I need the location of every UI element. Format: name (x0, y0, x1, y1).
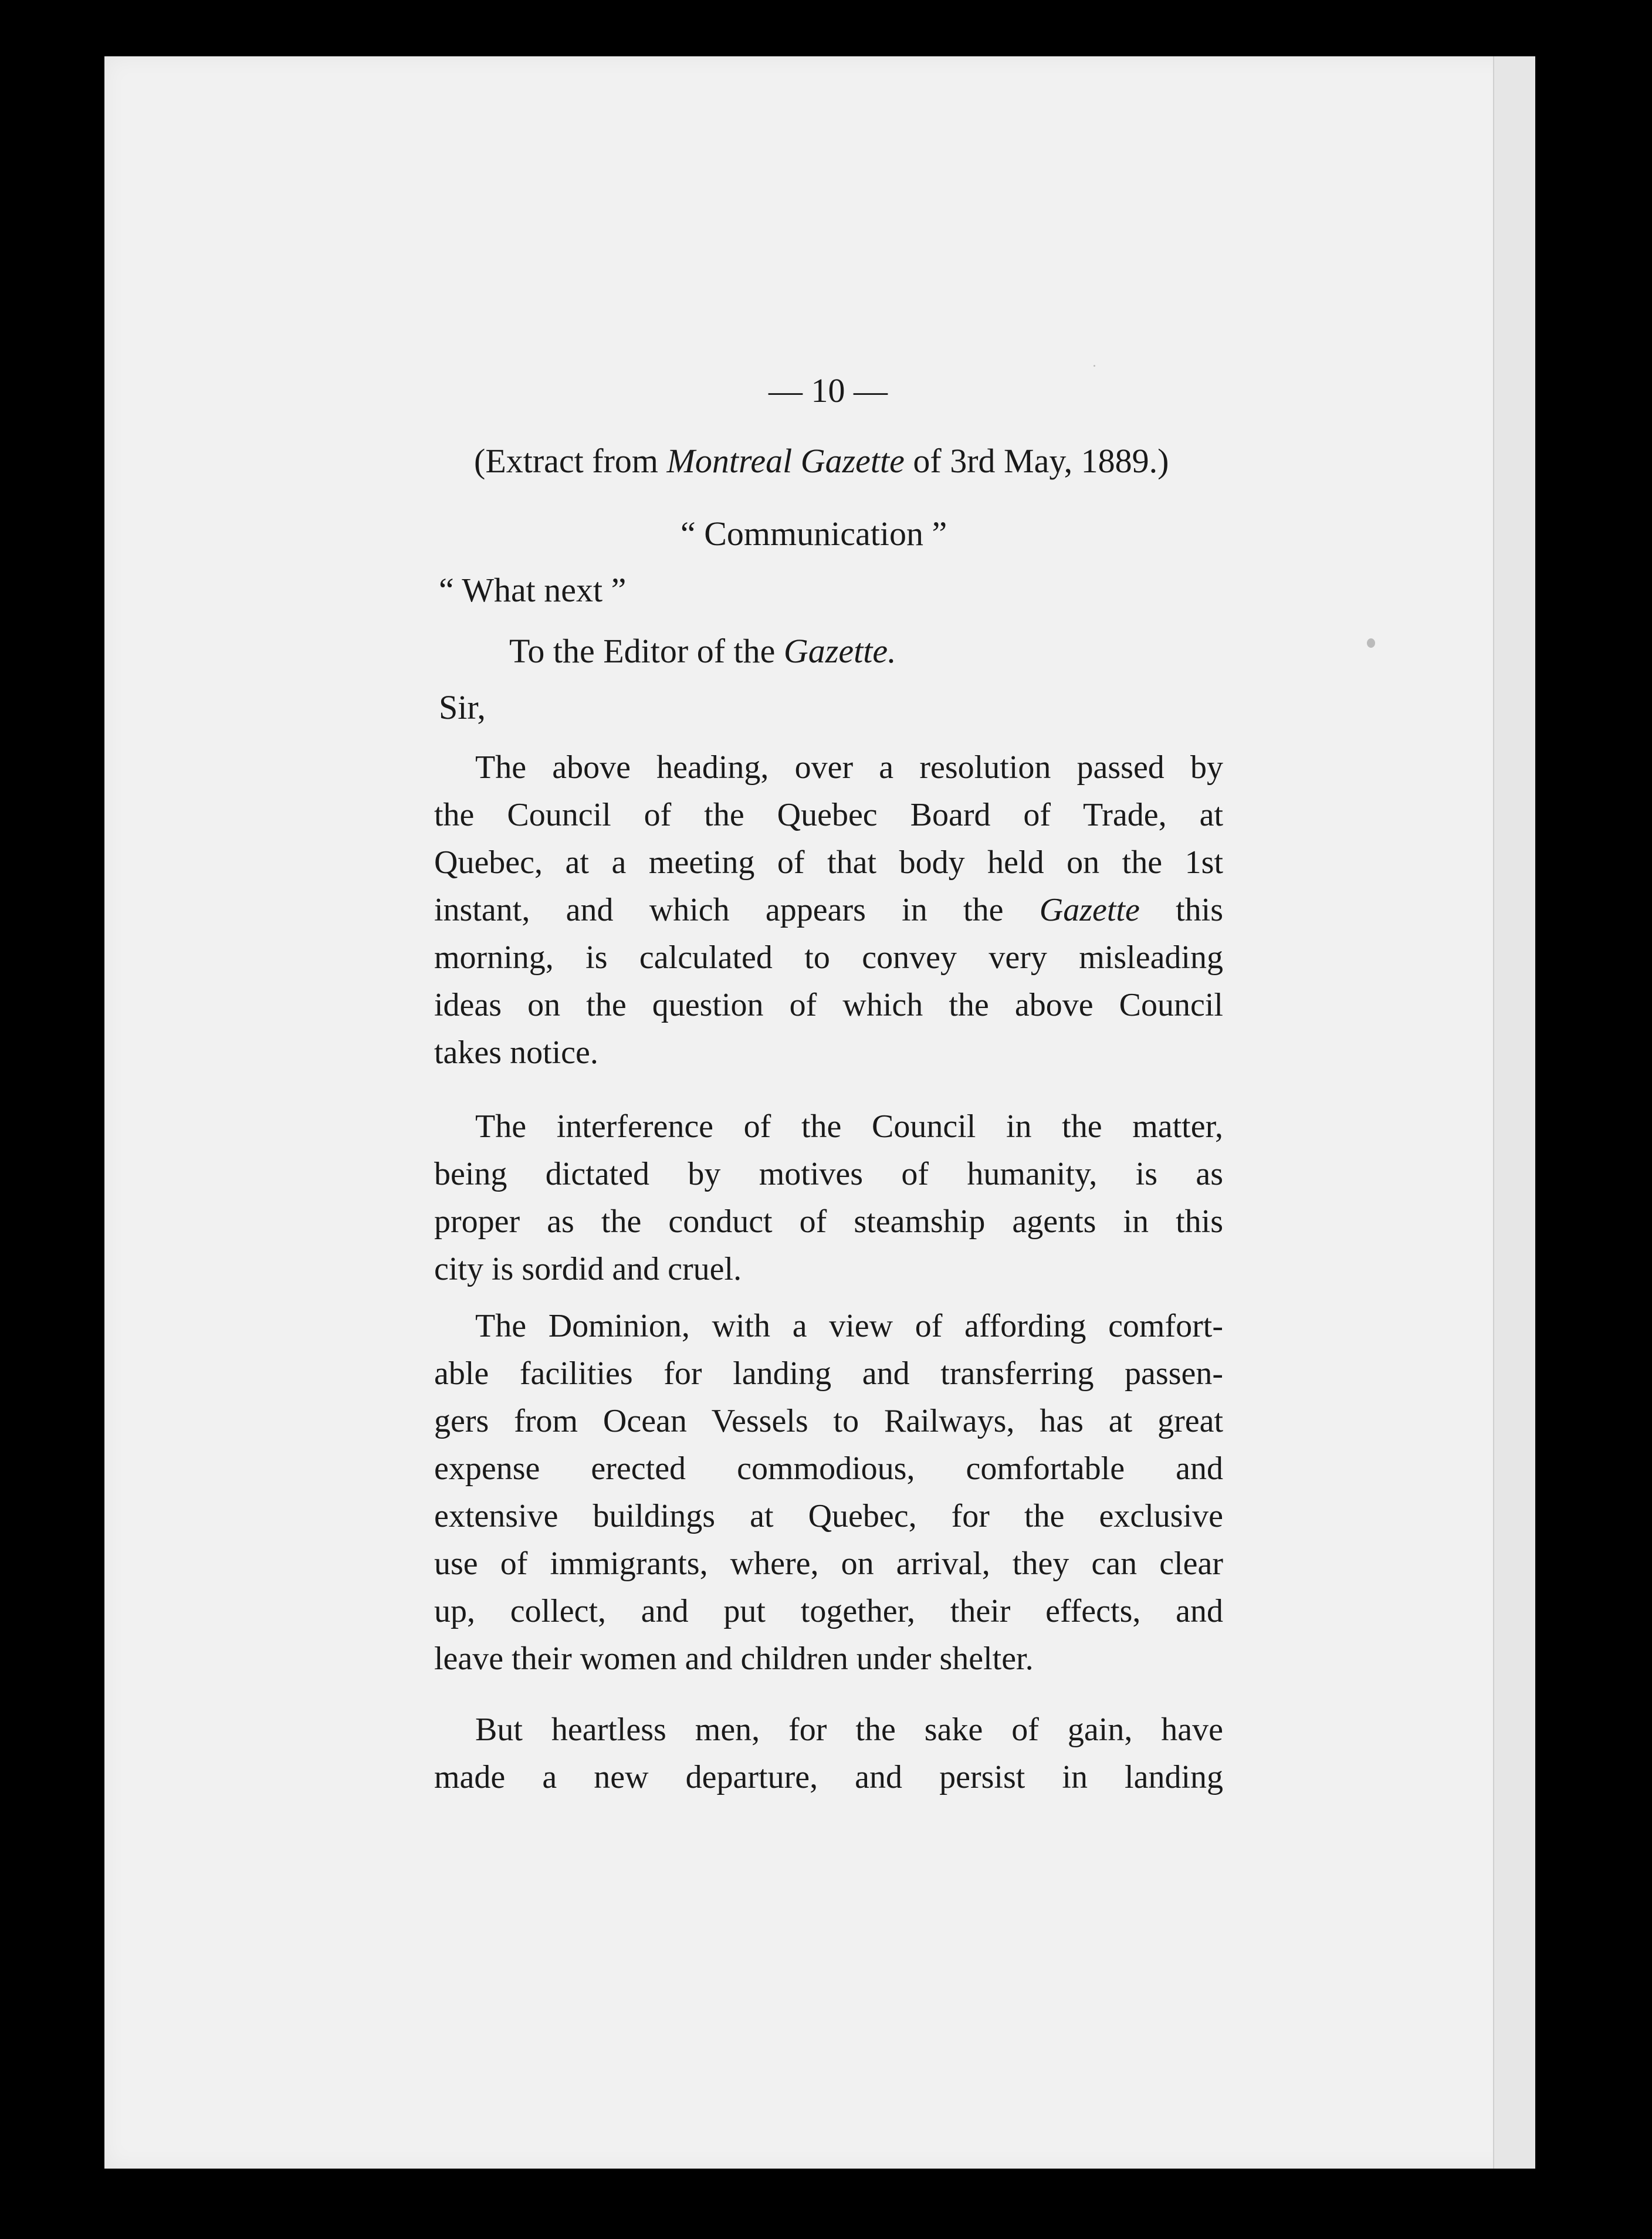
paragraph-line: leave their women and children under shelter. (434, 1641, 1034, 1677)
paragraph-line: made a new departure, and persist in landing (434, 1759, 1223, 1795)
paragraph-line: proper as the conduct of steamship agents in this (434, 1203, 1223, 1240)
paragraph-line: extensive buildings at Quebec, for the exclusive (434, 1498, 1223, 1534)
paragraph-1 (434, 744, 1223, 1077)
paragraph-line: The interference of the Council in the matter, (475, 1108, 1223, 1145)
paragraph-line-with-italic (434, 887, 1223, 934)
paragraph-4 (434, 1706, 1223, 1801)
paragraph-line: the Council of the Quebec Board of Trade, at (434, 797, 1223, 833)
salutation: Sir, (439, 688, 486, 726)
communication-heading: “ Communication ” (681, 515, 947, 553)
paragraph-3 (434, 1303, 1223, 1683)
extract-prefix: (Extract from (474, 442, 667, 480)
paragraph-line: use of immigrants, where, on arrival, they can clear (434, 1545, 1223, 1582)
addressee-paper: Gazette. (783, 632, 896, 670)
extract-source-title: Montreal Gazette (666, 442, 905, 480)
paragraph-2 (434, 1103, 1223, 1293)
extract-suffix: of 3rd May, 1889.) (904, 442, 1169, 480)
paragraph-line: ideas on the question of which the above Council (434, 987, 1223, 1023)
paragraph-line: The Dominion, with a view of affording comfort- (475, 1308, 1223, 1344)
paragraph-line: being dictated by motives of humanity, is as (434, 1156, 1223, 1192)
letter-title: “ What next ” (439, 571, 627, 609)
extract-source-line (474, 441, 1169, 481)
paragraph-line: city is sordid and cruel. (434, 1251, 742, 1287)
paragraph-line: morning, is calculated to convey very misleading (434, 939, 1223, 976)
paragraph-line: gers from Ocean Vessels to Railways, has at great (434, 1403, 1223, 1439)
paragraph-line: able facilities for landing and transferring passen- (434, 1355, 1223, 1392)
paragraph-line: But heartless men, for the sake of gain, have (475, 1712, 1223, 1748)
paragraph-line-end: this (1176, 892, 1224, 928)
paragraph-line: The above heading, over a resolution passed by (475, 749, 1223, 786)
page-speck (1367, 638, 1375, 648)
paragraph-line: expense erected commodious, comfortable and (434, 1450, 1223, 1487)
page-number: — 10 — (769, 371, 888, 410)
page-speck (1094, 365, 1095, 367)
paragraph-line: takes notice. (434, 1034, 598, 1071)
paragraph-line-text: instant, and which appears in the (434, 892, 1004, 928)
addressee-line (509, 631, 896, 671)
page-edge (1493, 56, 1535, 2169)
paragraph-italic-word: Gazette (1039, 892, 1140, 928)
paragraph-line: up, collect, and put together, their effects, and (434, 1593, 1223, 1629)
paragraph-line: Quebec, at a meeting of that body held on the 1st (434, 844, 1223, 881)
addressee-prefix: To the Editor of the (509, 632, 784, 670)
